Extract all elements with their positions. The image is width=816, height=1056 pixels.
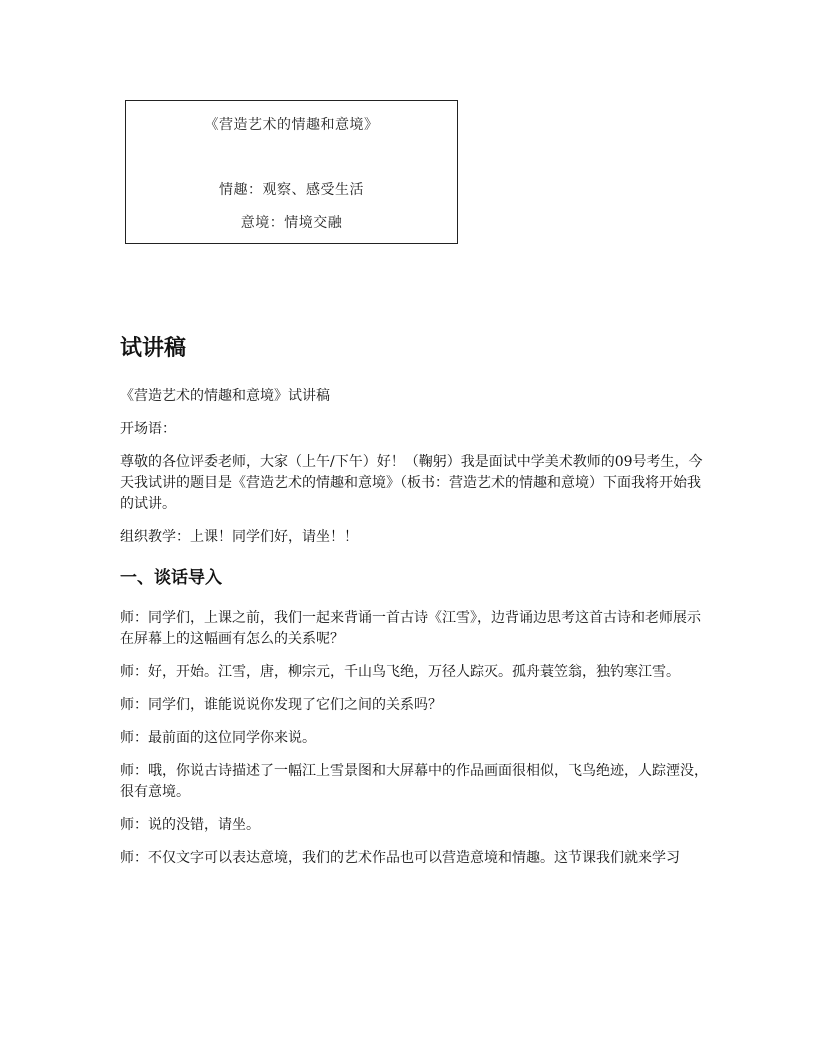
opening-text: 尊敬的各位评委老师，大家（上午/下午）好！（鞠躬）我是面试中学美术教师的09号考生，今天我试讲的题目是《营造艺术的情趣和意境》（板书：营造艺术的情趣和意境）下面我将开始我的试讲。 <box>120 454 703 512</box>
paragraph-3: 师：同学们，谁能说说你发现了它们之间的关系吗？ <box>120 697 442 713</box>
document-body <box>120 334 710 881</box>
blackboard-box <box>125 100 458 244</box>
paragraph-1: 师：同学们，上课之前，我们一起来背诵一首古诗《江雪》，边背诵边思考这首古诗和老师展示在屏幕上的这幅画有怎么的关系呢？ <box>120 610 701 647</box>
paragraph-5: 师：哦，你说古诗描述了一幅江上雪景图和大屏幕中的作品画面很相似，飞鸟绝迹，人踪湮没，很有意境。 <box>120 763 708 800</box>
blackboard-line-1: 情趣：观察、感受生活 <box>219 182 364 198</box>
section-1-heading: 一、谈话导入 <box>120 568 222 588</box>
document-subtitle: 《营造艺术的情趣和意境》试讲稿 <box>120 388 330 404</box>
opening-label: 开场语： <box>120 421 176 437</box>
document-heading: 试讲稿 <box>120 336 187 361</box>
blackboard-line-2: 意境：情境交融 <box>240 215 343 231</box>
organize-text: 组织教学：上课！同学们好，请坐！！ <box>120 529 358 545</box>
paragraph-6: 师：说的没错，请坐。 <box>120 817 260 833</box>
blackboard-title: 《营造艺术的情趣和意境》 <box>204 117 379 133</box>
paragraph-2: 师：好，开始。江雪，唐，柳宗元，千山鸟飞绝，万径人踪灭。孤舟蓑笠翁，独钓寒江雪。 <box>120 664 680 680</box>
paragraph-4: 师：最前面的这位同学你来说。 <box>120 730 316 746</box>
paragraph-7: 师：不仅文字可以表达意境，我们的艺术作品也可以营造意境和情趣。这节课我们就来学习 <box>120 850 680 866</box>
